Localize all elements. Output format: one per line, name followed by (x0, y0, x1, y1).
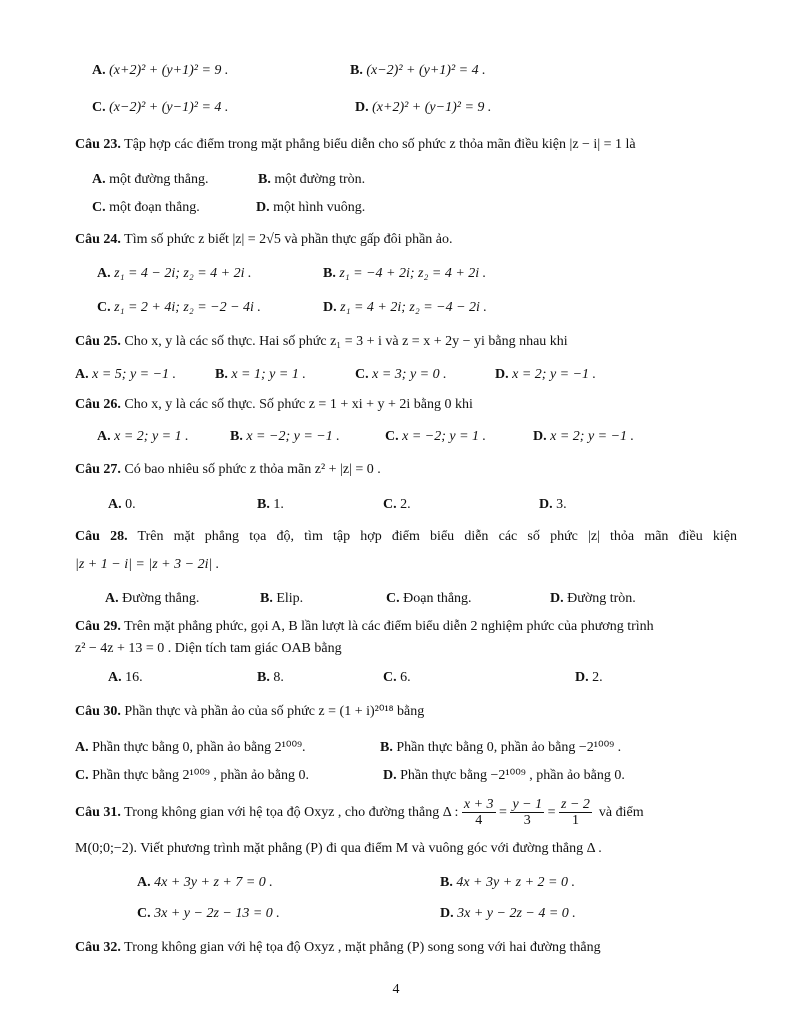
question-31-point: M(0;0;−2). Viết phương trình mặt phẳng (P) đi qua điểm M và vuông góc với đường thẳng Δ . (75, 841, 602, 856)
question-28-condition: |z + 1 − i| = |z + 3 − 2i| . (75, 557, 220, 572)
q24-option-c[interactable]: C. z₁ = 2 + 4i; z₂ = −2 − 4i . (97, 300, 261, 315)
fraction-z: $\frac{z - 2}{1}$ (561, 797, 590, 829)
q26-option-d[interactable]: D. x = 2; y = −1 . (533, 429, 635, 444)
q22-option-d[interactable]: D. (x+2)² + (y−1)² = 9 . (355, 100, 492, 115)
q25-option-a[interactable]: A. x = 5; y = −1 . (75, 367, 177, 382)
q25-option-b[interactable]: B. x = 1; y = 1 . (215, 367, 306, 382)
q27-option-d[interactable]: D. 3. (539, 497, 567, 512)
question-32: Câu 32. Trong không gian với hệ tọa độ Oxyz , mặt phẳng (P) song song với hai đường thẳng (75, 940, 601, 955)
q24-option-d[interactable]: D. z₁ = 4 + 2i; z₂ = −4 − 2i . (323, 300, 487, 315)
question-26: Câu 26. Cho x, y là các số thực. Số phức z = 1 + xi + y + 2i bằng 0 khi (75, 397, 473, 412)
q27-option-c[interactable]: C. 2. (383, 497, 411, 512)
q23-option-b[interactable]: B. một đường tròn. (258, 172, 366, 187)
q22-option-a[interactable]: A. (x+2)² + (y+1)² = 9 . (92, 63, 229, 78)
question-28: Câu 28. Trên mặt phẳng tọa độ, tìm tập hợp điểm biểu diễn các số phức |z| thỏa mãn điều kiện (75, 529, 737, 544)
question-30: Câu 30. Phần thực và phần ảo của số phức z = (1 + i)²⁰¹⁸ bằng (75, 704, 425, 719)
page-number: 4 (392, 982, 400, 997)
q27-option-a[interactable]: A. 0. (108, 497, 136, 512)
q31-option-d[interactable]: D. 3x + y − 2z − 4 = 0 . (440, 906, 576, 921)
q28-option-a[interactable]: A. Đường thẳng. (105, 591, 200, 606)
q28-option-c[interactable]: C. Đoạn thẳng. (386, 591, 472, 606)
q26-option-c[interactable]: C. x = −2; y = 1 . (385, 429, 487, 444)
q26-option-b[interactable]: B. x = −2; y = −1 . (230, 429, 340, 444)
q29-option-b[interactable]: B. 8. (257, 670, 284, 685)
fraction-y: $\frac{y - 1}{3}$ (512, 797, 543, 829)
q22-option-b[interactable]: B. (x−2)² + (y+1)² = 4 . (350, 63, 486, 78)
q24-option-a[interactable]: A. z₁ = 4 − 2i; z₂ = 4 + 2i . (97, 266, 252, 281)
q24-option-b[interactable]: B. z₁ = −4 + 2i; z₂ = 4 + 2i . (323, 266, 487, 281)
q29-option-a[interactable]: A. 16. (108, 670, 143, 685)
question-29-equation: z² − 4z + 13 = 0 . Diện tích tam giác OAB bằng (75, 641, 342, 656)
q30-option-b[interactable]: B. Phần thực bằng 0, phần ảo bằng −2¹⁰⁰⁹ . (380, 740, 622, 755)
q31-option-c[interactable]: C. 3x + y − 2z − 13 = 0 . (137, 906, 280, 921)
q29-option-c[interactable]: C. 6. (383, 670, 411, 685)
fraction-x: $\frac{x + 3}{4}$ (463, 797, 494, 829)
question-23: Câu 23. Tập hợp các điểm trong mặt phẳng biểu diễn cho số phức z thỏa mãn điều kiện |z − i| = 1 là (75, 137, 636, 152)
q30-option-d[interactable]: D. Phần thực bằng −2¹⁰⁰⁹ , phần ảo bằng 0. (383, 768, 625, 783)
q27-option-b[interactable]: B. 1. (257, 497, 284, 512)
q31-option-a[interactable]: A. 4x + 3y + z + 7 = 0 . (137, 875, 273, 890)
q28-option-d[interactable]: D. Đường tròn. (550, 591, 636, 606)
question-25: Câu 25. Cho x, y là các số thực. Hai số phức z₁ = 3 + i và z = x + 2y − yi bằng nhau khi (75, 334, 568, 349)
q23-option-c[interactable]: C. một đoạn thẳng. (92, 200, 200, 215)
q28-option-b[interactable]: B. Elip. (260, 591, 304, 606)
q23-option-a[interactable]: A. một đường thẳng. (92, 172, 209, 187)
question-24: Câu 24. Tìm số phức z biết |z| = 2√5 và phần thực gấp đôi phần ảo. (75, 232, 453, 247)
q25-option-d[interactable]: D. x = 2; y = −1 . (495, 367, 597, 382)
q29-option-d[interactable]: D. 2. (575, 670, 603, 685)
q31-option-b[interactable]: B. 4x + 3y + z + 2 = 0 . (440, 875, 576, 890)
question-27: Câu 27. Có bao nhiêu số phức z thỏa mãn z² + |z| = 0 . (75, 462, 381, 477)
question-31: Câu 31. Trong không gian với hệ tọa độ Oxyz , cho đường thẳng Δ : $\frac{x + 3}{4}$ = $\frac{y - 1}{3}$ = $\frac{z - 2}{1}$ và điểm (75, 797, 644, 829)
q22-option-c[interactable]: C. (x−2)² + (y−1)² = 4 . (92, 100, 229, 115)
q30-option-c[interactable]: C. Phần thực bằng 2¹⁰⁰⁹ , phần ảo bằng 0. (75, 768, 309, 783)
q23-option-d[interactable]: D. một hình vuông. (256, 200, 366, 215)
q25-option-c[interactable]: C. x = 3; y = 0 . (355, 367, 447, 382)
q30-option-a[interactable]: A. Phần thực bằng 0, phần ảo bằng 2¹⁰⁰⁹. (75, 740, 306, 755)
q26-option-a[interactable]: A. x = 2; y = 1 . (97, 429, 189, 444)
question-29: Câu 29. Trên mặt phẳng phức, gọi A, B lần lượt là các điểm biểu diễn 2 nghiệm phức của phương trình (75, 619, 654, 634)
